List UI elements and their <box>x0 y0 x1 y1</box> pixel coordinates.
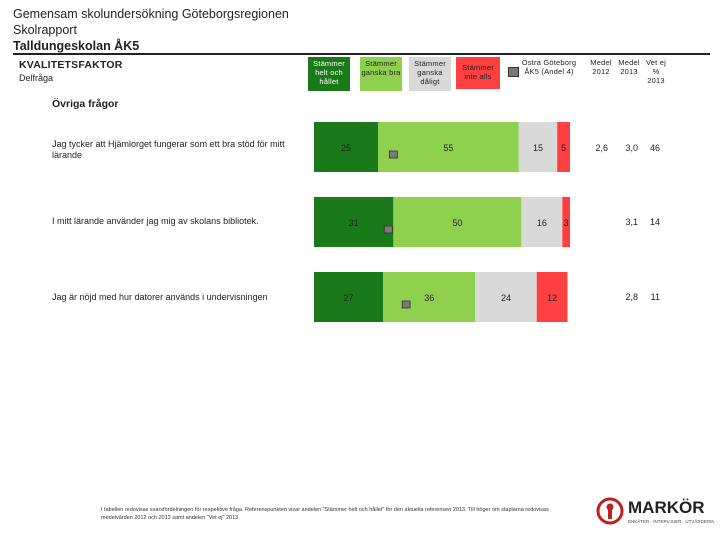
bar-label-q1-s3: 15 <box>532 143 544 153</box>
section-title: Övriga frågor <box>52 98 119 110</box>
medel-2013-row-2: 3,1 <box>625 217 638 227</box>
bar-label-q2-s1: 31 <box>348 218 359 228</box>
logo-brand: MARKÖR <box>628 498 705 517</box>
header-medel-2013: Medel 2013 <box>618 58 640 76</box>
question-label-2: I mitt lärande använder jag mig av skolans bibliotek. <box>52 216 259 226</box>
bar-label-q1-s1: 25 <box>340 143 352 153</box>
vet-ej-row-2: 14 <box>649 217 660 227</box>
legend-c4: Stämmer inte alls <box>456 57 500 89</box>
bar-label-q1-s2: 55 <box>443 143 454 153</box>
medel-2012-row-1: 2,6 <box>595 143 608 153</box>
report-subtitle: Skolrapport <box>13 23 77 37</box>
legend-c2: Stämmer ganska bra <box>360 57 402 91</box>
report-title: Gemensam skolundersökning Göteborgsregionen <box>13 7 289 21</box>
factor-title: KVALITETSFAKTOR <box>19 59 123 71</box>
bar-label-q3-s2: 36 <box>424 293 435 303</box>
logo-tagline: ENKÄTER · INTERVJUER · UTVÄRDERING <box>628 519 714 524</box>
reference-marker-q1 <box>389 151 397 158</box>
header-vet-ej: Vet ej % 2013 <box>646 58 666 85</box>
vet-ej-row-1: 46 <box>649 143 660 153</box>
question-label-3: Jag är nöjd med hur datorer används i undervisningen <box>52 292 268 302</box>
medel-2013-row-3: 2,8 <box>625 292 638 302</box>
markor-logo <box>596 494 714 530</box>
legend-c3: Stämmer ganska dåligt <box>409 57 451 91</box>
bar-label-q2-s2: 50 <box>452 218 463 228</box>
school-name: Talldungeskolan ÅK5 <box>13 39 140 53</box>
bar-label-q2-s3: 16 <box>536 218 547 228</box>
vet-ej-row-3: 11 <box>650 292 660 302</box>
legend-reference: Östra Göteborg ÅK5 (Andel 4) <box>521 58 577 76</box>
bar-label-q3-s3: 24 <box>500 293 512 303</box>
bar-label-q2-s4: 3 <box>563 218 569 228</box>
footnote: I tabellen redovisas svarsfördelningen för respektive fråga. Referenspunkten visar andelen "Stämmer helt och hållet" för den aktuella referensen 2013. Till höger om staplarna redovisas medelvärden 2012 och 2013 samt andelen "Vet ej" 2013. <box>101 507 549 521</box>
reference-marker-q2 <box>384 226 392 233</box>
legend-c1: Stämmer helt och hållet <box>308 57 350 91</box>
reference-marker-q3 <box>402 301 410 308</box>
header-medel-2012: Medel 2012 <box>590 58 612 76</box>
bar-label-q3-s4: 12 <box>547 293 558 303</box>
medel-2013-row-1: 3,0 <box>625 143 638 153</box>
question-label-1: Jag tycker att Hjämlorget fungerar som ett bra stöd för mitt lärande <box>52 139 285 160</box>
bar-label-q3-s1: 27 <box>343 293 354 303</box>
factor-subtitle: Delfråga <box>19 73 54 83</box>
bar-label-q1-s4: 5 <box>561 143 567 153</box>
